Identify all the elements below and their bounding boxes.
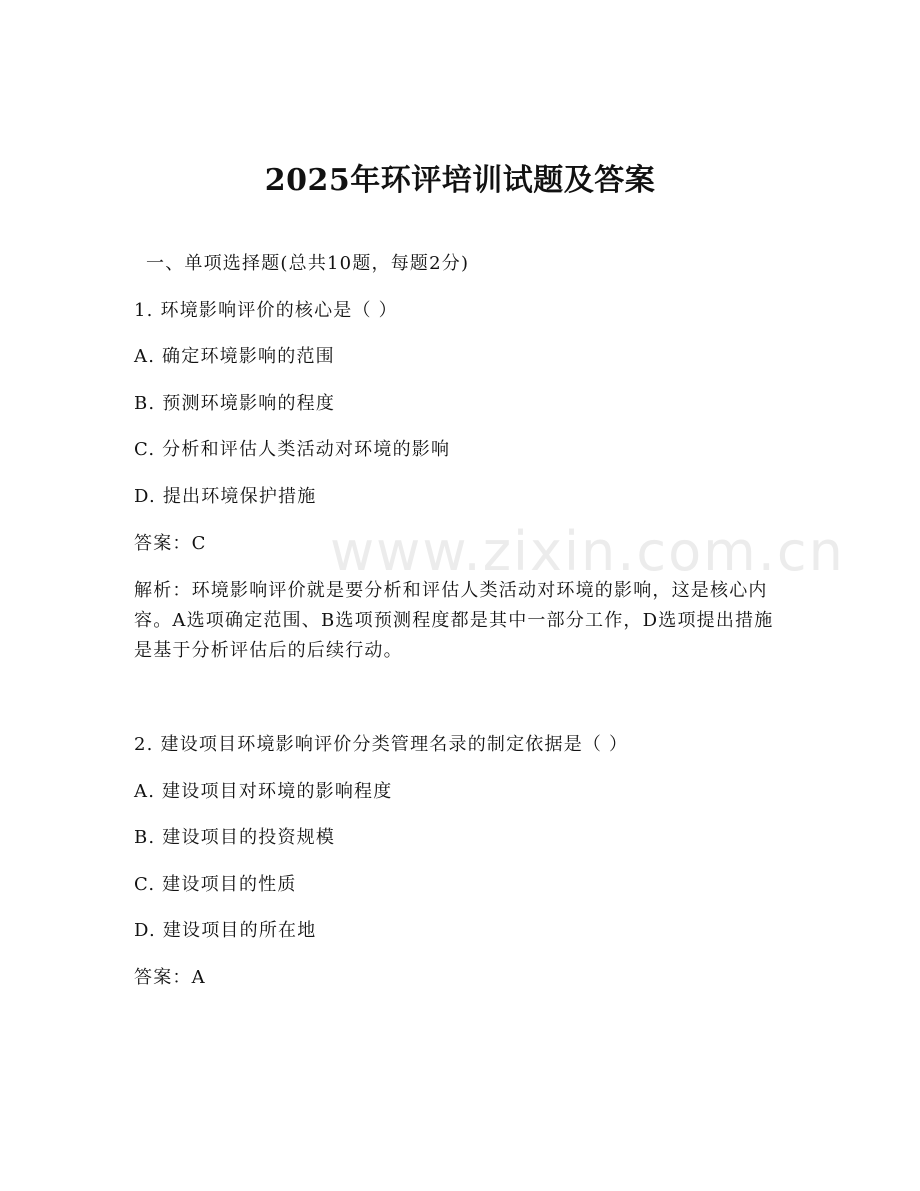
section-heading: 一、单项选择题(总共10题，每题2分) bbox=[146, 253, 470, 274]
page-title: 2025年环评培训试题及答案 bbox=[264, 163, 656, 198]
question-1-answer: 答案：C bbox=[134, 533, 207, 554]
question-1-stem: 1. 环境影响评价的核心是（ ） bbox=[134, 300, 398, 321]
question-2-stem: 2. 建设项目环境影响评价分类管理名录的制定依据是（ ） bbox=[134, 734, 629, 755]
question-2-answer: 答案：A bbox=[134, 967, 206, 988]
question-2-option-d: D. 建设项目的所在地 bbox=[134, 920, 317, 941]
question-1-option-d: D. 提出环境保护措施 bbox=[134, 486, 317, 507]
question-2-option-a: A. 建设项目对环境的影响程度 bbox=[134, 781, 393, 802]
question-1-option-a: A. 确定环境影响的范围 bbox=[134, 346, 335, 367]
question-1-option-c: C. 分析和评估人类活动对环境的影响 bbox=[134, 439, 451, 460]
question-2-option-b: B. 建设项目的投资规模 bbox=[134, 827, 336, 848]
question-2-option-c: C. 建设项目的性质 bbox=[134, 874, 297, 895]
question-1-option-b: B. 预测环境影响的程度 bbox=[134, 393, 336, 414]
watermark: www.zixin.com.cn bbox=[330, 520, 845, 583]
question-1-analysis: 解析：环境影响评价就是要分析和评估人类活动对环境的影响，这是核心内容。A选项确定范围、B选项预测程度都是其中一部分工作，D选项提出措施是基于分析评估后的后续行动。 bbox=[134, 580, 774, 661]
